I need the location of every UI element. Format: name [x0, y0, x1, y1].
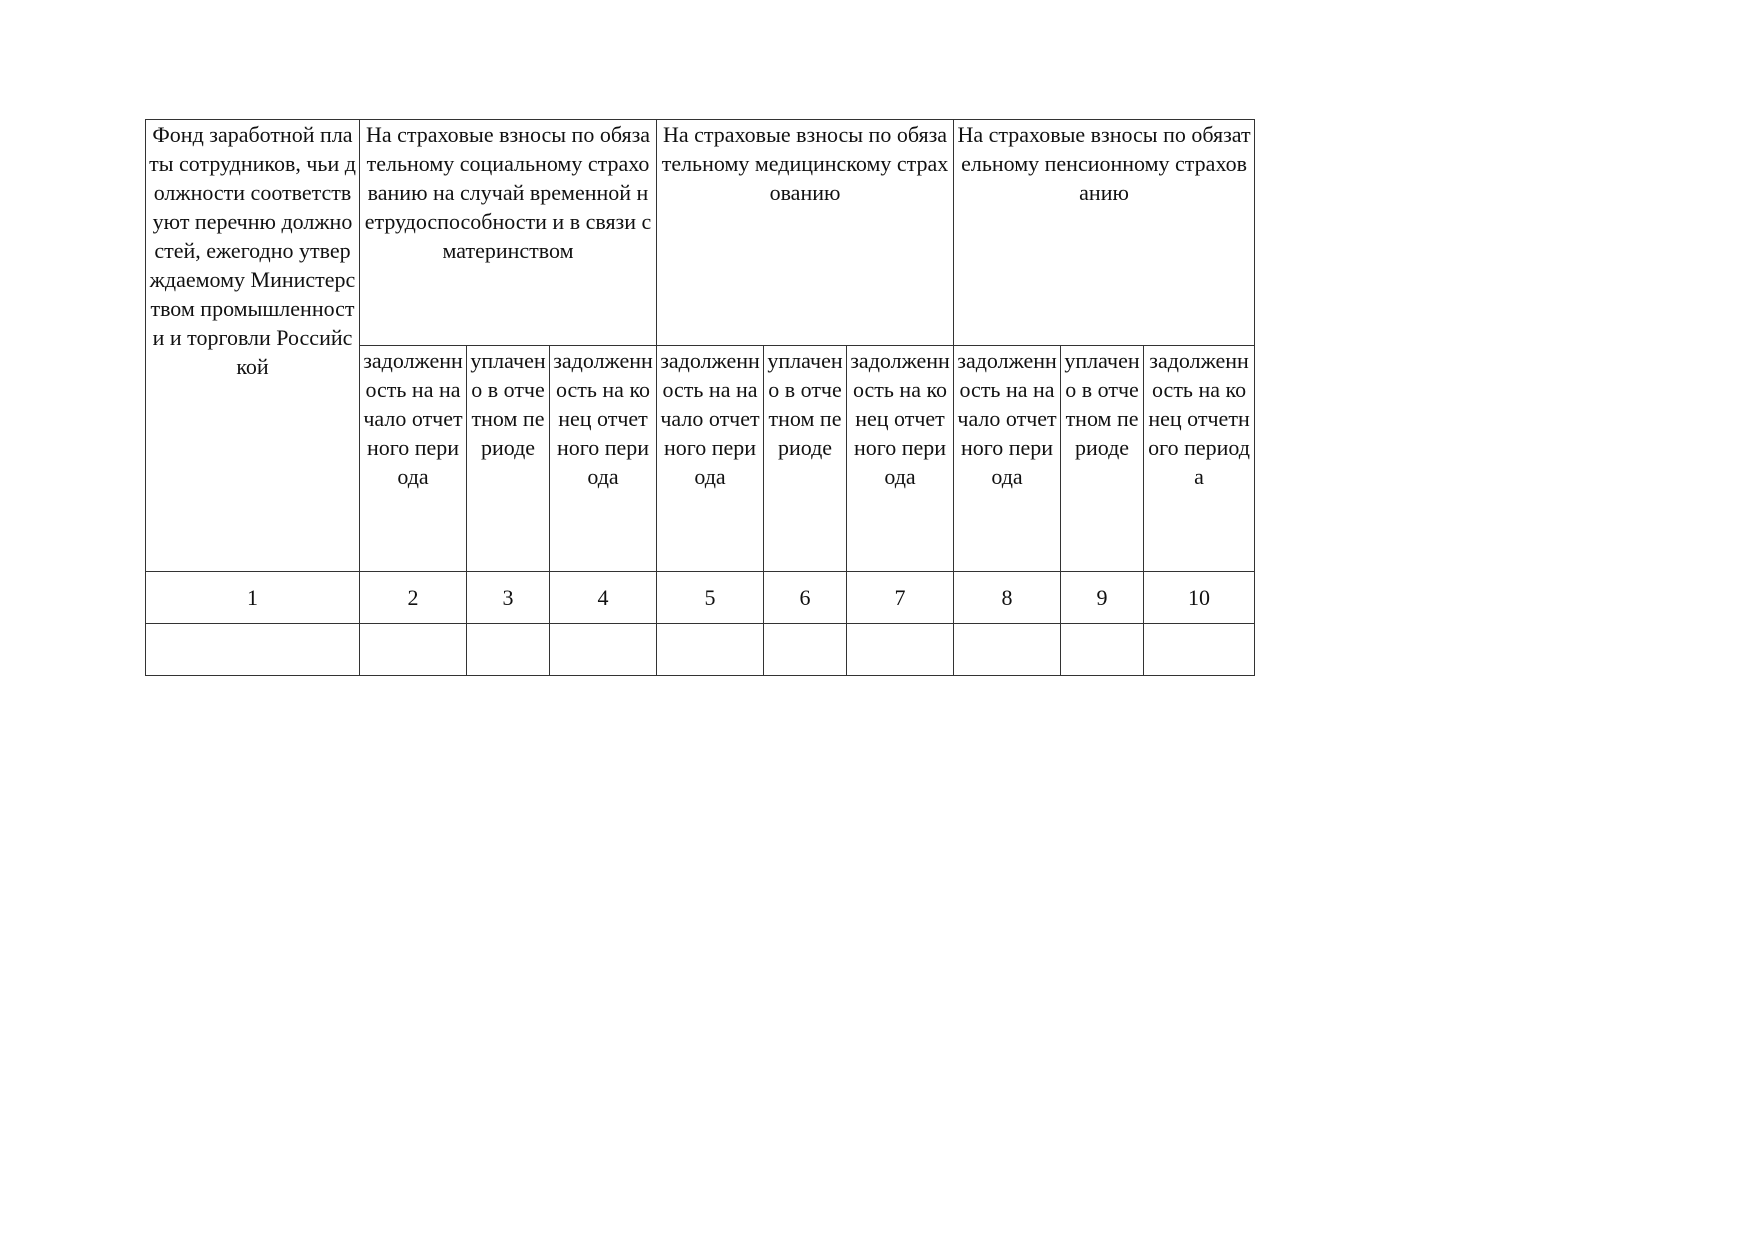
column-number-cell: 3 [467, 572, 550, 624]
column-number-cell: 7 [847, 572, 954, 624]
subheader-medical-paid: уплачено в отчетном периоде [764, 346, 847, 572]
data-cell[interactable] [954, 624, 1061, 676]
insurance-contributions-table [145, 119, 1255, 676]
subheader-pension-debt-start: задолженность на начало отчетного периода [954, 346, 1061, 572]
subheader-social-paid: уплачено в отчетном периоде [467, 346, 550, 572]
group-header-pension-text: На страховые взносы по обязательному пенсионному страхованию [957, 122, 1251, 205]
data-cell[interactable] [146, 624, 360, 676]
group-header-medical-text: На страховые взносы по обязательному медицинскому страхованию [661, 122, 949, 205]
payroll-fund-header-text: Фонд заработной платы сотрудников, чьи должности соответствуют перечню должностей, ежегодно утверждаемому Министерством промышленности и торговли Российской [149, 122, 356, 379]
group-header-medical [657, 120, 954, 346]
data-cell[interactable] [1144, 624, 1255, 676]
group-header-pension [954, 120, 1255, 346]
column-number-cell: 2 [360, 572, 467, 624]
data-cell[interactable] [360, 624, 467, 676]
column-number-cell: 8 [954, 572, 1061, 624]
data-row [146, 624, 1255, 676]
subheader-pension-debt-end: задолженность на конец отчетного периода [1144, 346, 1255, 572]
column-number-cell: 9 [1061, 572, 1144, 624]
data-cell[interactable] [1061, 624, 1144, 676]
data-cell[interactable] [764, 624, 847, 676]
column-number-cell: 6 [764, 572, 847, 624]
group-header-social [360, 120, 657, 346]
data-cell[interactable] [657, 624, 764, 676]
subheader-medical-debt-start: задолженность на начало отчетного периода [657, 346, 764, 572]
column-number-cell: 1 [146, 572, 360, 624]
data-cell[interactable] [550, 624, 657, 676]
group-header-social-text: На страховые взносы по обязательному социальному страхованию на случай временной нетрудоспособности и в связи с материнством [364, 122, 652, 263]
data-cell[interactable] [467, 624, 550, 676]
data-cell[interactable] [847, 624, 954, 676]
group-header-row [146, 120, 1255, 346]
column-number-cell: 5 [657, 572, 764, 624]
column-number-row [146, 572, 1255, 624]
subheader-social-debt-end: задолженность на конец отчетного периода [550, 346, 657, 572]
subheader-pension-paid: уплачено в отчетном периоде [1061, 346, 1144, 572]
payroll-fund-header [146, 120, 360, 572]
subheader-medical-debt-end: задолженность на конец отчетного периода [847, 346, 954, 572]
column-number-cell: 10 [1144, 572, 1255, 624]
subheader-social-debt-start: задолженность на начало отчетного периода [360, 346, 467, 572]
column-number-cell: 4 [550, 572, 657, 624]
